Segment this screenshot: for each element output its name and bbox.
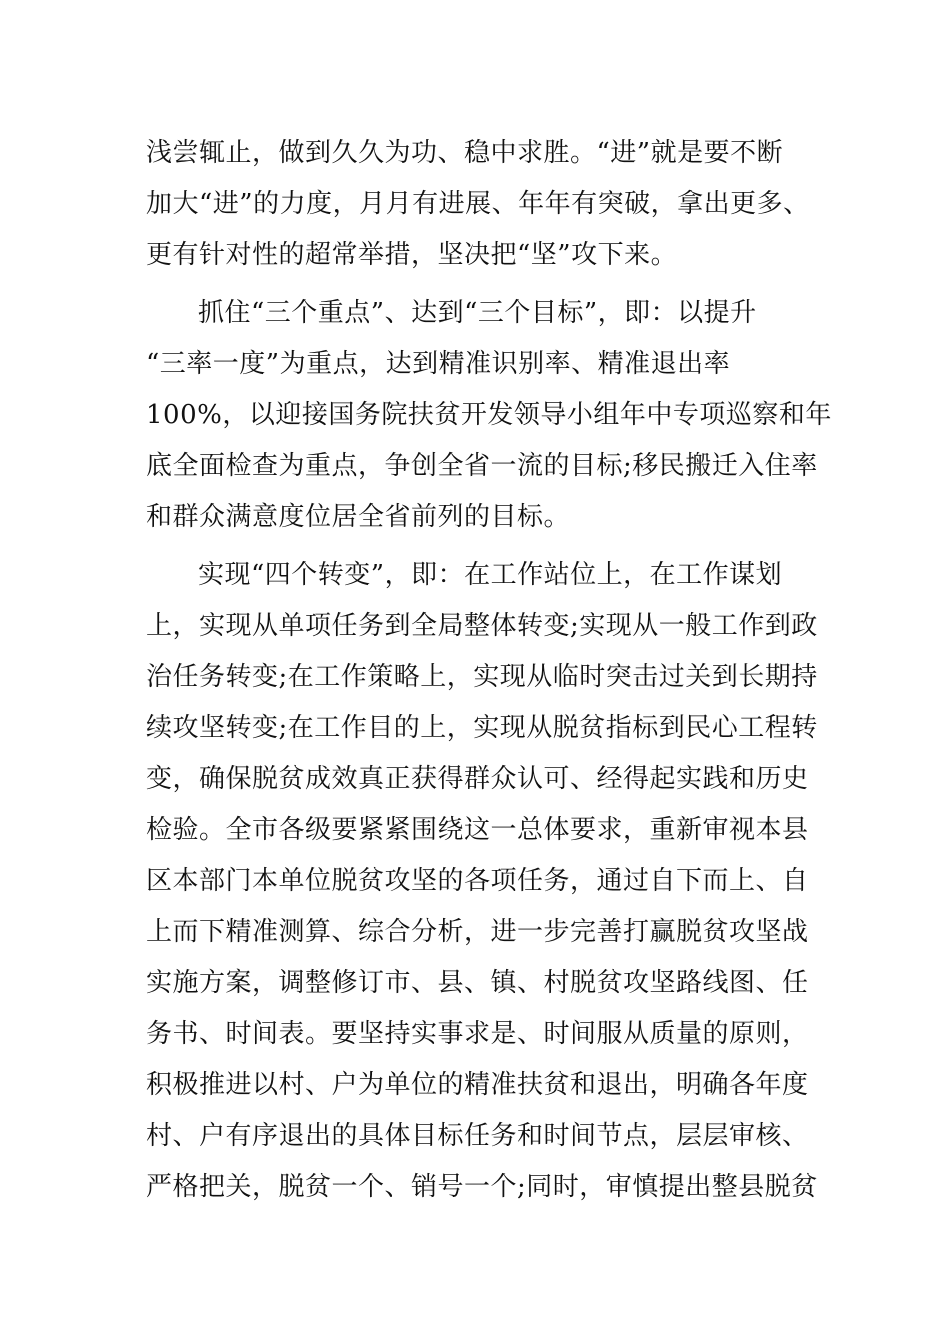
text-line: 实现“四个转变”，即：在工作站位上，在工作谋划 [198,560,783,590]
paragraph-2 [146,288,832,543]
text-line: 100%，以迎接国务院扶贫开发领导小组年中专项巡察和年 [146,400,832,430]
text-line: 严格把关，脱贫一个、销号一个;同时，审慎提出整县脱贫 [146,1172,818,1202]
paragraph-3 [146,550,818,1213]
paragraph-1 [146,128,810,281]
text-line: 上而下精准测算、综合分析，进一步完善打赢脱贫攻坚战 [146,917,809,947]
text-line: 更有针对性的超常举措，坚决把“坚”攻下来。 [146,240,678,270]
text-line: 积极推进以村、户为单位的精准扶贫和退出，明确各年度 [146,1070,809,1100]
text-line: “三率一度”为重点，达到精准识别率、精准退出率 [146,349,731,379]
text-line: 变，确保脱贫成效真正获得群众认可、经得起实践和历史 [146,764,809,794]
text-line: 治任务转变;在工作策略上，实现从临时突击过关到长期持 [146,662,818,692]
text-line: 和群众满意度位居全省前列的目标。 [146,502,571,532]
text-line: 抓住“三个重点”、达到“三个目标”，即：以提升 [198,298,757,328]
text-line: 浅尝辄止，做到久久为功、稳中求胜。“进”就是要不断 [146,138,784,168]
text-line: 村、户有序退出的具体目标任务和时间节点，层层审核、 [146,1121,809,1151]
text-line: 实施方案，调整修订市、县、镇、村脱贫攻坚路线图、任 [146,968,809,998]
text-line: 续攻坚转变;在工作目的上，实现从脱贫指标到民心工程转 [146,713,818,743]
text-line: 上，实现从单项任务到全局整体转变;实现从一般工作到政 [146,611,818,641]
text-line: 检验。全市各级要紧紧围绕这一总体要求，重新审视本县 [146,815,809,845]
text-line: 底全面检查为重点，争创全省一流的目标;移民搬迁入住率 [146,451,818,481]
text-line: 区本部门本单位脱贫攻坚的各项任务，通过自下而上、自 [146,866,809,896]
text-line: 务书、时间表。要坚持实事求是、时间服从质量的原则， [146,1019,809,1049]
text-line: 加大“进”的力度，月月有进展、年年有突破，拿出更多、 [146,189,810,219]
